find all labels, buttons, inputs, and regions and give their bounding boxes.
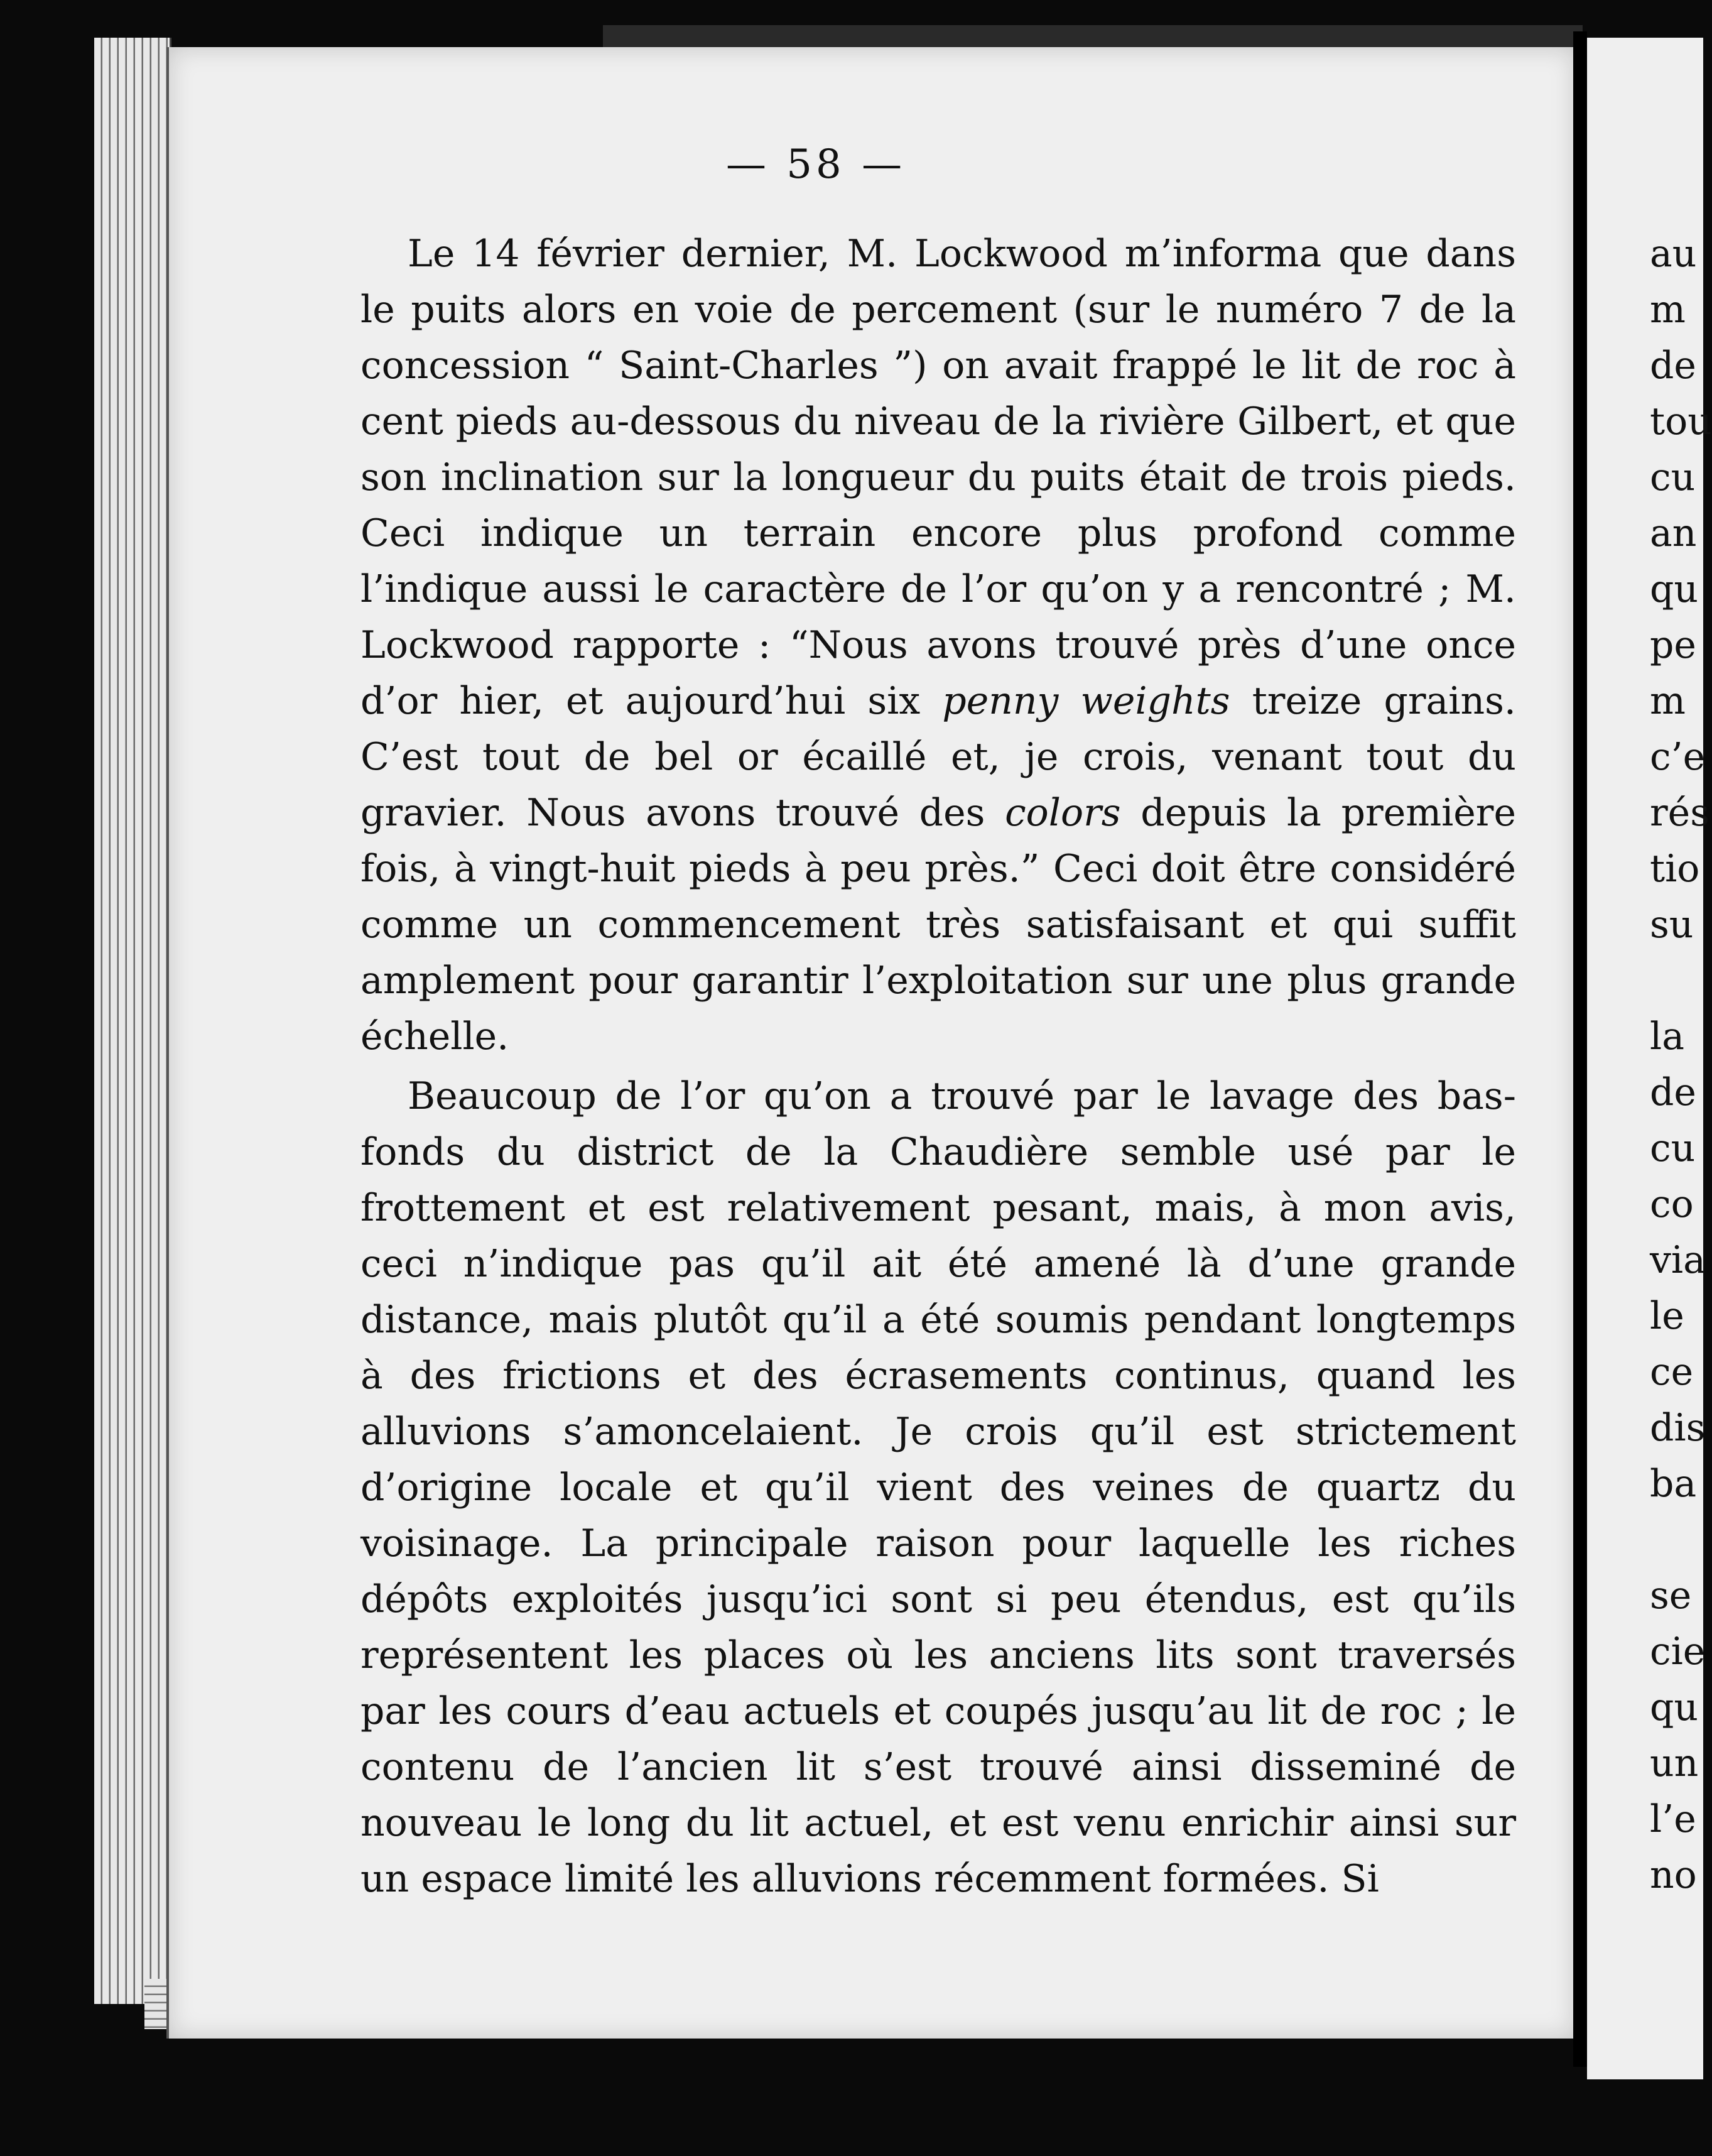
right-page-text [1650,226,1712,1903]
right-page-line-fragment: cie [1650,1630,1706,1674]
right-page-line-fragment [1650,1512,1712,1568]
right-page-line-fragment: pe [1650,623,1696,667]
right-page-line-fragment: ba [1650,1462,1697,1506]
right-page-line-fragment [1650,953,1712,1009]
right-page-line-fragment: un [1650,1741,1699,1785]
text-run: Le 14 février dernier, M. Lockwood m’informa que dans le puits alors en voie de percement (sur le numéro 7 de la concession “ Saint-Charles ”) on avait frappé le lit de roc à cent pieds au-dessous du niveau de la rivière Gilbert, et que son inclination sur la longueur du puits était de trois pieds. Ceci indique un terrain encore plus profond comme l’indique aussi le caractère de l’or qu’on y a rencontré ; M. Lockwood rapporte : “Nous avons trouvé près d’une once d’or hier, et aujourd’hui six [360,232,1516,723]
right-page-line-fragment: m [1650,679,1686,723]
right-page-line-fragment: ce [1650,1350,1694,1394]
right-page-line-fragment: rés [1650,791,1709,835]
right-page-line-fragment: l’e [1650,1797,1696,1841]
book-page-left [166,47,1576,2039]
right-page-line-fragment: qu [1650,1685,1699,1729]
right-page-line-fragment: de [1650,344,1696,388]
right-page-line-fragment: m [1650,288,1686,332]
right-page-line-fragment: qu [1650,567,1699,611]
book-spine [1573,31,1587,2067]
right-page-line-fragment: su [1650,903,1694,947]
right-page-line-fragment: an [1650,511,1697,555]
right-page-line-fragment: tio [1650,847,1700,891]
right-page-line-fragment: c’e [1650,735,1706,779]
text-run: depuis la première fois, à vingt-huit pieds à peu près.” Ceci doit être considéré comme un commencement très satisfaisant et qui suffit amplement pour garantir l’exploitation sur une plus grande échelle. [360,791,1516,1059]
book-page-edges [94,38,171,2004]
right-page-line-fragment: le [1650,1294,1684,1338]
book-page-right-fragment [1587,38,1712,2079]
right-page-line-fragment: no [1650,1853,1697,1897]
right-page-line-fragment: tou [1650,400,1712,444]
right-page-line-fragment: via [1650,1238,1706,1282]
right-page-line-fragment: la [1650,1015,1684,1059]
right-page-line-fragment: dis [1650,1406,1706,1450]
italic-text-run: colors [1005,791,1121,835]
paragraph [360,226,1516,1065]
right-page-line-fragment: cu [1650,1126,1696,1170]
right-page-line-fragment: au [1650,232,1697,276]
right-page-line-fragment: cu [1650,455,1696,499]
right-page-line-fragment: de [1650,1070,1696,1114]
right-page-line-fragment: co [1650,1182,1694,1226]
text-run: Beaucoup de l’or qu’on a trouvé par le lavage des bas-fonds du district de la Chaudière semble usé par le frottement et est relativement pesant, mais, à mon avis, ceci n’indique pas qu’il ait été amené là d’une grande distance, mais plutôt qu’il a été soumis pendant longtemps à des frictions et des écrasements continus, quand les alluvions s’amoncelaient. Je crois qu’il est strictement d’origine locale et qu’il vient des veines de quartz du voisinage. La principale raison pour laquelle les riches dépôts exploités jusqu’ici sont si peu étendus, est qu’ils représentent les places où les anciens lits sont traversés par les cours d’eau actuels et coupés jusqu’au lit de roc ; le contenu de l’ancien lit s’est trouvé ainsi disseminé de nouveau le long du lit actuel, et est venu enrichir ainsi sur un espace limité les alluvions récemment formées. Si [360,1074,1516,1901]
text-run: treize grains. C’est tout de bel or écaillé et, je crois, venant tout du gravier. Nous avons trouvé des [360,679,1516,835]
paragraph [360,1069,1516,1907]
body-text [360,226,1516,1907]
scanner-background [603,25,1583,50]
italic-text-run: penny weights [942,679,1230,723]
page-number: — 58 — [725,141,906,188]
right-page-line-fragment: se [1650,1574,1692,1618]
